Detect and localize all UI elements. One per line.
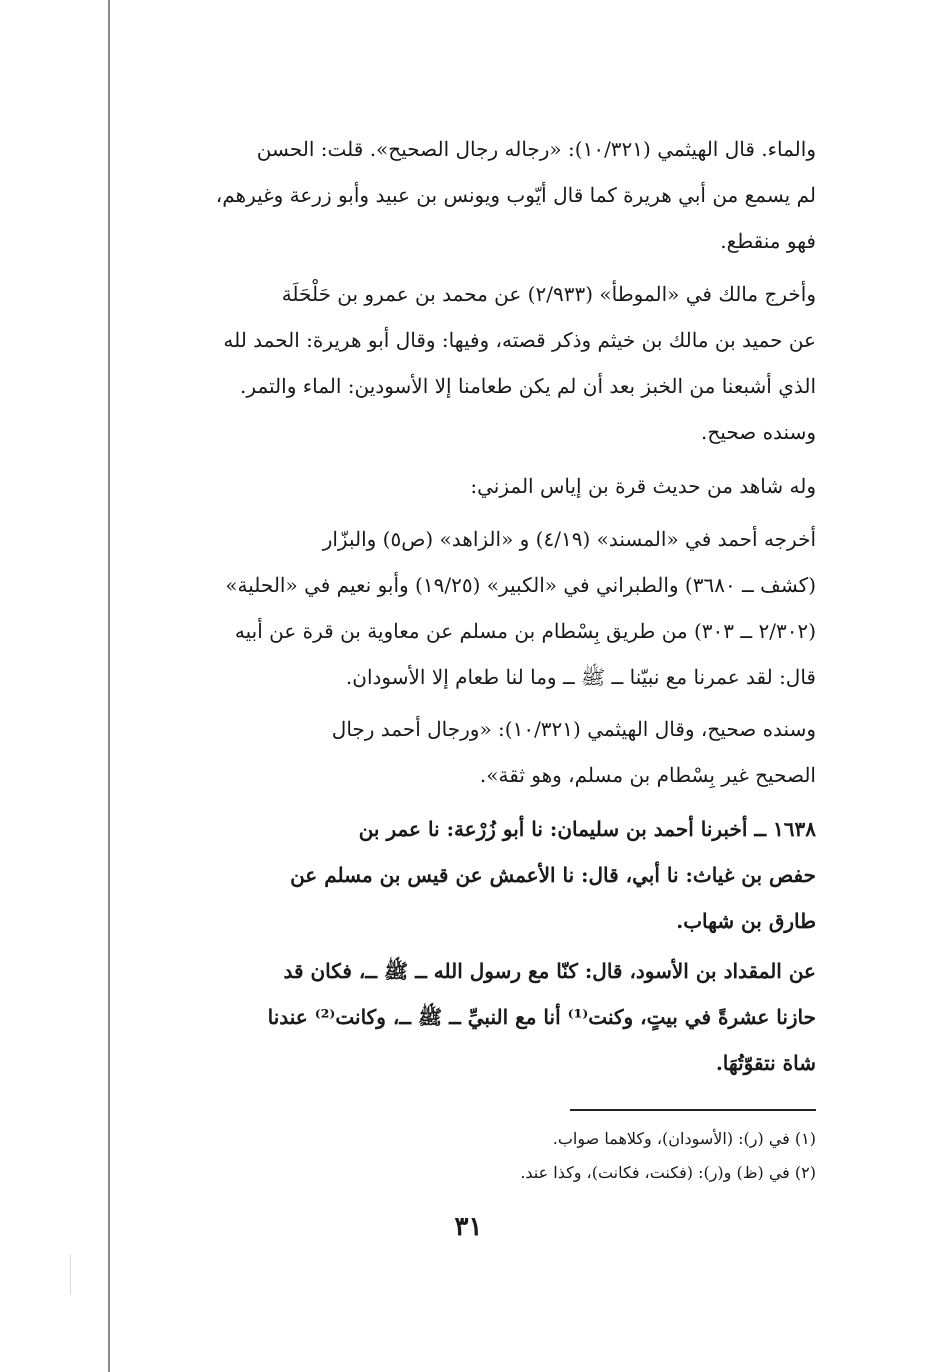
text-line: وله شاهد من حديث قرة بن إياس المزني: (470, 474, 816, 498)
text-line: طارق بن شهاب. (676, 909, 816, 933)
paragraph-1 (128, 126, 816, 264)
footnote-2: (٢) في (ظ) و(ر): (فكنت، فكانت)، وكذا عند. (520, 1163, 816, 1182)
text-line: أخرجه أحمد في «المسند» (٤/١٩) و «الزاهد» (ص٥) والبزّار (322, 527, 816, 551)
text-line: ١٦٣٨ ــ أخبرنا أحمد بن سليمان: نا أبو زُرْعة: نا عمر بن (358, 817, 816, 841)
text-line: عن حميد بن مالك بن خيثم وذكر قصته، وفيها: وقال أبو هريرة: الحمد لله (223, 328, 816, 352)
text-line: فهو منقطع. (720, 229, 816, 253)
text-line: وسنده صحيح، وقال الهيثمي (١٠/٣٢١): «ورجال أحمد رجال (331, 717, 816, 741)
footnotes (380, 1122, 816, 1190)
page-binding-line (108, 0, 110, 1372)
hadith-isnad-paragraph (128, 806, 816, 944)
scan-margin-mark (70, 1255, 71, 1295)
text-line: شاة نتقوّتُهَا. (715, 1051, 816, 1075)
footnote-1: (١) في (ر): (الأسودان)، وكلاهما صواب. (552, 1129, 816, 1148)
text-line: (كشف ــ ٣٦٨٠) والطبراني في «الكبير» (١٩/٢٥) وأبو نعيم في «الحلية» (225, 573, 816, 597)
text-line: حازنا عشرةً في بيتٍ، وكنت⁽¹⁾ أنا مع النبيِّ ــ ﷺ ــ، وكانت⁽²⁾ عندنا (267, 1005, 816, 1029)
text-line: حفص بن غياث: نا أبي، قال: نا الأعمش عن قيس بن مسلم عن (290, 863, 816, 887)
text-line: الذي أشبعنا من الخبز بعد أن لم يكن طعامنا إلا الأسودين: الماء والتمر. (240, 374, 816, 398)
text-line: والماء. قال الهيثمي (١٠/٣٢١): «رجاله رجال الصحيح». قلت: الحسن (256, 137, 816, 161)
text-line: (٢/٣٠٢ ــ ٣٠٣) من طريق بِسْطام بن مسلم عن معاوية بن قرة عن أبيه (234, 619, 816, 643)
hadith-matn-paragraph (128, 948, 816, 1086)
text-line: لم يسمع من أبي هريرة كما قال أيّوب ويونس بن عبيد وأبو زرعة وغيرهم، (215, 183, 816, 207)
text-line: وأخرج مالك في «الموطأ» (٢/٩٣٣) عن محمد بن عمرو بن حَلْحَلَة (281, 282, 816, 306)
paragraph-4 (128, 516, 816, 700)
text-line: قال: لقد عمرنا مع نبيّنا ــ ﷺ ــ وما لنا طعام إلا الأسودان. (345, 665, 816, 689)
paragraph-5 (128, 706, 816, 798)
footnote-separator (570, 1109, 816, 1111)
paragraph-3 (128, 463, 816, 509)
text-line: الصحيح غير بِسْطام بن مسلم، وهو ثقة». (479, 763, 816, 787)
text-line: عن المقداد بن الأسود، قال: كنّا مع رسول الله ــ ﷺ ــ، فكان قد (283, 959, 816, 983)
paragraph-2 (128, 271, 816, 455)
page-number: ٣١ (454, 1212, 483, 1242)
text-line: وسنده صحيح. (701, 420, 816, 444)
